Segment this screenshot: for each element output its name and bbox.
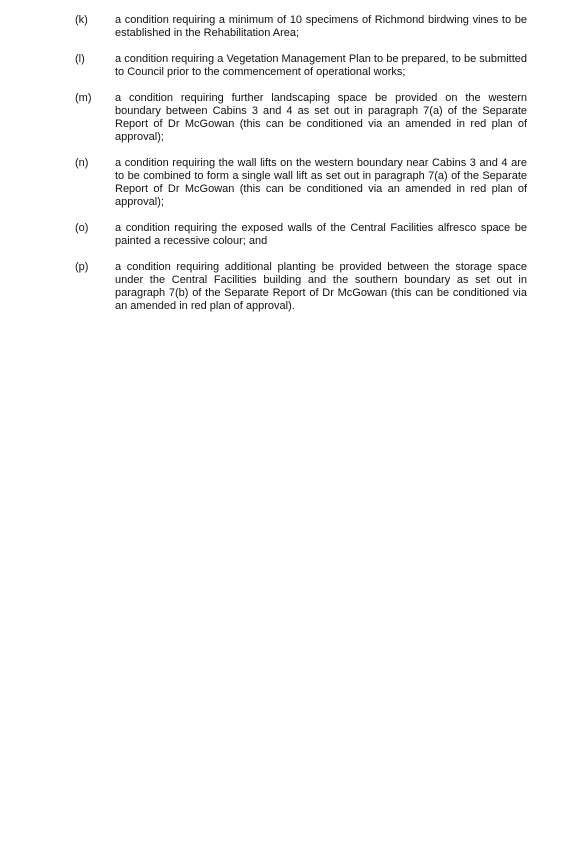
condition-item-m [0,92,569,144]
condition-text: a condition requiring a minimum of 10 specimens of Richmond birdwing vines to be established in the Rehabilitation Area; [115,14,527,39]
condition-marker: (k) [75,14,88,26]
condition-marker: (n) [75,157,89,169]
condition-text: a condition requiring the wall lifts on the western boundary near Cabins 3 and 4 are to be combined to form a single wall lift as set out in paragraph 7(a) of the Separate Report of Dr McGowan (this can be conditioned via an amended in red plan of approval); [115,157,527,208]
condition-text: a condition requiring the exposed walls of the Central Facilities alfresco space be painted a recessive colour; and [115,222,527,247]
condition-marker: (m) [75,92,92,104]
condition-text: a condition requiring further landscaping space be provided on the western boundary between Cabins 3 and 4 as set out in paragraph 7(a) of the Separate Report of Dr McGowan (this can be conditioned via an amended in red plan of approval); [115,92,527,143]
condition-item-p [0,261,569,313]
condition-item-l [0,53,569,79]
condition-item-n [0,157,569,209]
condition-marker: (o) [75,222,89,234]
condition-item-k [0,14,569,40]
condition-text: a condition requiring additional planting be provided between the storage space under the Central Facilities building and the southern boundary as set out in paragraph 7(b) of the Separate Report of Dr McGowan (this can be conditioned via an amended in red plan of approval). [115,261,527,312]
condition-marker: (p) [75,261,89,273]
condition-item-o [0,222,569,248]
conditions-list [0,14,569,326]
condition-text: a condition requiring a Vegetation Management Plan to be prepared, to be submitted to Council prior to the commencement of operational works; [115,53,527,78]
condition-marker: (l) [75,53,85,65]
